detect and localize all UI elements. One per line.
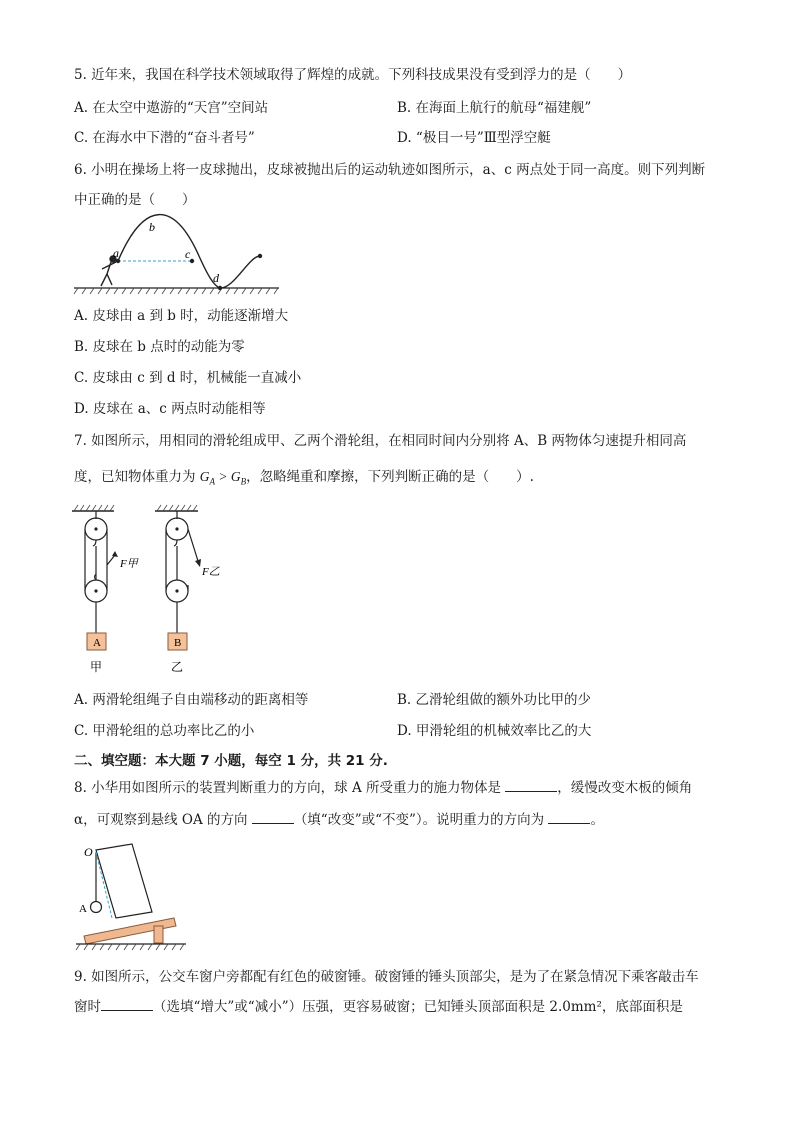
q8-line1-tail: ，缓慢改变木板的倾角 bbox=[557, 780, 693, 796]
q6-trajectory-figure bbox=[74, 218, 284, 298]
q8-line1-text: 8. 小华用如图所示的装置判断重力的方向，球 A 所受重力的施力物体是 bbox=[74, 780, 506, 796]
force-label-right: F乙 bbox=[202, 566, 220, 578]
q5-option-a: A. 在太空中遨游的“天宫”空间站 bbox=[74, 100, 269, 116]
q7-option-b: B. 乙滑轮组做的额外功比甲的少 bbox=[397, 692, 592, 708]
thrower-figure bbox=[101, 256, 116, 286]
force-label-left: F甲 bbox=[120, 558, 138, 570]
q9-line2 bbox=[74, 998, 683, 1016]
q7-pulley-figure bbox=[70, 505, 220, 680]
q9-line1: 9. 如图所示，公交车窗户旁都配有红色的破窗锤。破窗锤的锤头顶部尖，是为了在紧急情况下乘客敲击车 bbox=[74, 969, 699, 985]
label-d: d bbox=[213, 271, 219, 285]
q6-stem-line1: 6. 小明在操场上将一皮球抛出，皮球被抛出后的运动轨迹如图所示，a、c 两点处于同一高度。则下列判断 bbox=[74, 162, 706, 178]
label-ball-a: A bbox=[79, 903, 87, 915]
q8-plumb-figure bbox=[74, 838, 189, 953]
label-a: a bbox=[113, 246, 119, 260]
q8-line2 bbox=[74, 811, 604, 829]
q7-option-a: A. 两滑轮组绳子自由端移动的距离相等 bbox=[74, 692, 309, 708]
q8-blank-2[interactable] bbox=[252, 811, 294, 824]
q8-line2-tail: 。 bbox=[590, 812, 604, 828]
q6-option-b: B. 皮球在 b 点时的动能为零 bbox=[74, 339, 245, 355]
q7-stem-line2 bbox=[74, 468, 534, 491]
q5-option-b: B. 在海面上航行的航母“福建舰” bbox=[397, 100, 592, 116]
label-b: b bbox=[149, 220, 155, 234]
q7-option-d: D. 甲滑轮组的机械效率比乙的大 bbox=[397, 723, 592, 739]
q8-line1 bbox=[74, 779, 692, 797]
q6-stem-line2: 中正确的是（ ） bbox=[74, 192, 196, 208]
label-c: c bbox=[185, 247, 191, 261]
q8-line2-text: α，可观察到悬线 OA 的方向 bbox=[74, 812, 252, 828]
q5-stem: 5. 近年来，我国在科学技术领域取得了辉煌的成就。下列科技成果没有受到浮力的是（ ） bbox=[74, 67, 632, 83]
label-o: O bbox=[84, 845, 93, 859]
q7-stem-line1: 7. 如图所示，用相同的滑轮组成甲、乙两个滑轮组，在相同时间内分别将 A、B 两物体匀速提升相同高 bbox=[74, 433, 687, 449]
caption-left: 甲 bbox=[90, 660, 103, 674]
block-b-label: B bbox=[174, 637, 182, 649]
q8-blank-3[interactable] bbox=[548, 811, 590, 824]
q7-weight-inequality: $G_A > G_B$ bbox=[199, 469, 247, 487]
block-a-label: A bbox=[93, 637, 101, 649]
q7-stem-line2-text: 度，已知物体重力为 bbox=[74, 469, 200, 485]
q7-option-c: C. 甲滑轮组的总功率比乙的小 bbox=[74, 723, 255, 739]
q6-option-a: A. 皮球由 a 到 b 时，动能逐渐增大 bbox=[74, 308, 289, 324]
caption-right: 乙 bbox=[171, 660, 184, 674]
q8-blank-1[interactable] bbox=[505, 779, 557, 792]
q9-line2-text: 窗时 bbox=[74, 999, 101, 1015]
q9-line2-tail: （选填“增大”或“减小”）压强，更容易破窗；已知锤头顶部面积是 2.0mm²，底部面积是 bbox=[153, 999, 683, 1015]
q5-option-c: C. 在海水中下潜的“奋斗者号” bbox=[74, 130, 255, 146]
q5-option-d: D. “极目一号”Ⅲ型浮空艇 bbox=[397, 130, 551, 146]
q6-option-c: C. 皮球由 c 到 d 时，机械能一直减小 bbox=[74, 370, 302, 386]
q7-stem-line2-tail: ，忽略绳重和摩擦，下列判断正确的是（ ）. bbox=[246, 469, 534, 485]
q6-option-d: D. 皮球在 a、c 两点时动能相等 bbox=[74, 401, 266, 417]
q9-blank-1[interactable] bbox=[101, 998, 153, 1011]
section-heading-fill-in: 二、填空题：本大题 7 小题，每空 1 分，共 21 分. bbox=[74, 753, 388, 769]
q8-line2-mid: （填“改变”或“不变”）。说明重力的方向为 bbox=[293, 812, 549, 828]
